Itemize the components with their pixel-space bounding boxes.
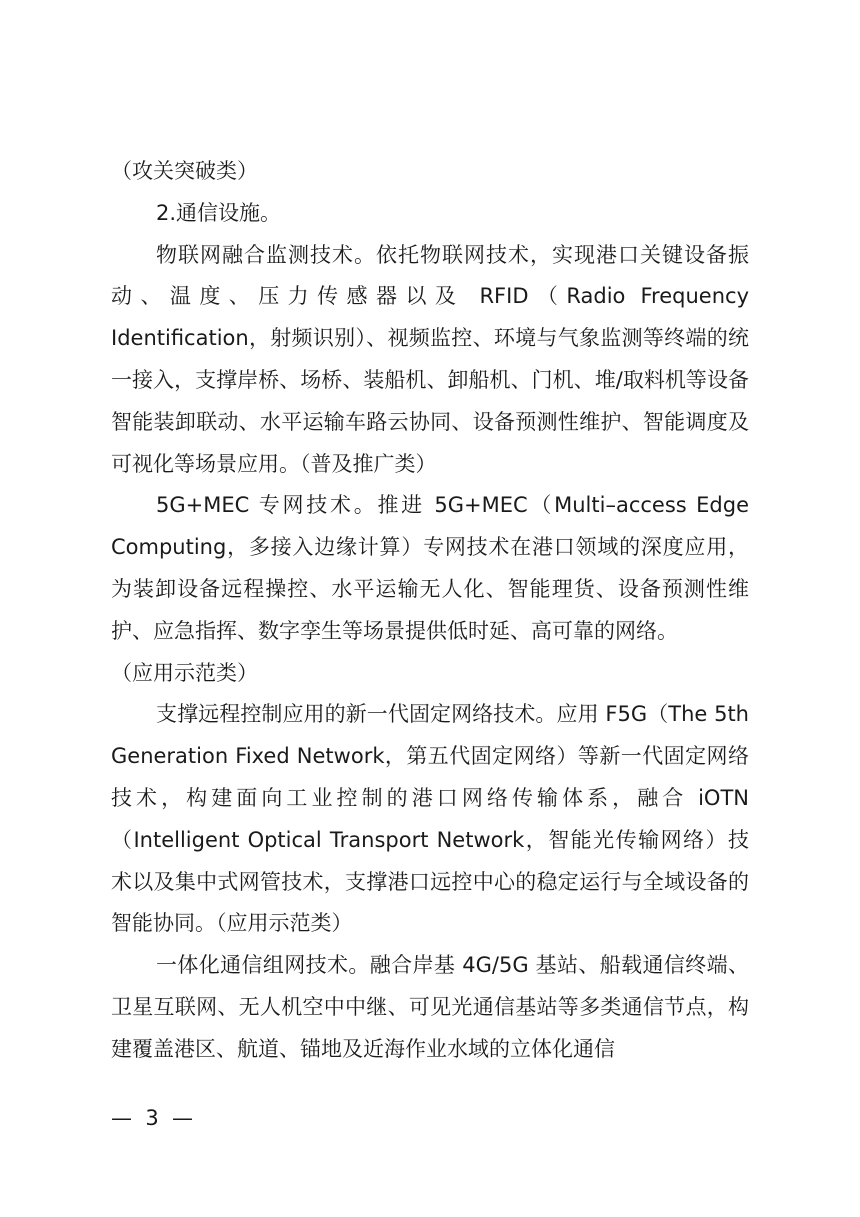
paragraph-iot-monitoring: 物联网融合监测技术。依托物联网技术，实现港口关键设备振动、温度、压力传感器以及 RFID（Radio Frequency Identification，射频识别）、视频监控、环境与气象监测等终端的统一接入，支撑岸桥、场桥、装船机、卸船机、门机、堆/取料机等设备智能装卸联动、水平运输车路云协同、设备预测性维护、智能调度及可视化等场景应用。（普及推广类） — [111, 242, 749, 476]
paragraph-category-tag: （攻关突破类） — [111, 159, 258, 183]
paragraph-fixed-network: 支撑远程控制应用的新一代固定网络技术。应用 F5G（The 5th Generation Fixed Network，第五代固定网络）等新一代固定网络技术，构建面向工业控制的港口网络传输体系，融合 iOTN（Intelligent Optical Transport Network，智能光传输网络）技术以及集中式网管技术，支撑港口远控中心的稳定运行与全域设备的智能协同。（应用示范类） — [111, 702, 749, 936]
paragraph-integrated-networking: 一体化通信组网技术。融合岸基 4G/5G 基站、船载通信终端、卫星互联网、无人机空中中继、可见光通信基站等多类通信节点，构建覆盖港区、航道、锚地及近海作业水域的立体化通信 — [111, 953, 749, 1061]
document-body — [111, 151, 749, 1071]
page-number: — 3 — — [111, 1106, 194, 1130]
section-heading: 2.通信设施。 — [156, 200, 282, 225]
paragraph-5g-mec: 5G+MEC 专网技术。推进 5G+MEC（Multi–access Edge Computing，多接入边缘计算）专网技术在港口领域的深度应用，为装卸设备远程操控、水平运输无人化、智能理货、设备预测性维护、应急指挥、数字孪生等场景提供低时延、高可靠的网络。 — [111, 493, 749, 643]
paragraph-category-tag: （应用示范类） — [111, 660, 258, 685]
